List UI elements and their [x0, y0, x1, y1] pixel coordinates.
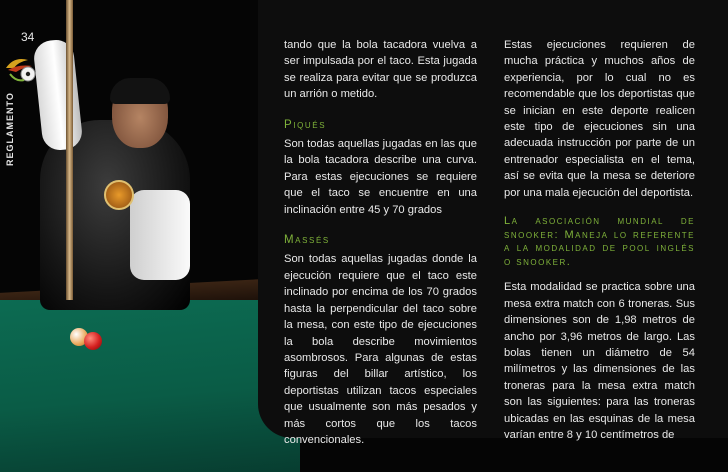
text-column-left: [284, 37, 477, 448]
federation-logo-icon: [4, 52, 38, 86]
paragraph-piques: Son todas aquellas jugadas en las que la bola tacadora describe una curva. Para estas ejecuciones se requiere que el taco se encuentre en una inclinación entre 45 y 70 grados: [284, 138, 477, 216]
player-arm: [32, 38, 83, 152]
paragraph-ejecuciones: Estas ejecuciones requieren de mucha práctica y muchos años de experiencia, por lo cual no es recomendable que los deportistas que se inician en este deporte realicen este tipo de ejecuciones sin una adecuada instrucción por parte de un entrenador especialista en el tema, así se evita que la mesa se deteriore por una mala ejecución del deportista.: [504, 39, 695, 199]
vest-badge: [104, 180, 134, 210]
text-column-right: [504, 37, 695, 444]
heading-masses: Massés: [284, 234, 330, 247]
page-number: 34: [21, 30, 35, 44]
paragraph-mesa-extra-match: Esta modalidad se practica sobre una mesa extra match con 6 troneras. Sus dimensiones son de 1,98 metros de ancho por 3,96 metros de largo. Las bolas tienen un diámetro de 54 milímetros y las dimensiones de las troneras para la mesa extra match son las siguientes: para las troneras ubicadas en las esquinas de la mesa varían entre 8 y 10 centímetros de: [504, 281, 695, 442]
paragraph-intro: tando que la bola tacadora vuelva a ser impulsada por el taco. Esta jugada se realiza para evitar que se produzca un arrión o metido.: [284, 39, 477, 101]
cue-stick: [66, 0, 73, 300]
heading-asociacion-snooker: La asociación mundial de snooker: Maneja lo referente a la modalidad de pool inglés o snooker.: [504, 215, 695, 268]
red-ball: [84, 332, 102, 350]
player-hair: [110, 78, 170, 104]
billiard-table-felt: [0, 300, 300, 472]
heading-piques: Piqués: [284, 118, 327, 131]
paragraph-masses: Son todas aquellas jugadas donde la ejecución requiere que el taco este inclinado por encima de los 70 grados hasta la perpendicular del taco sobre la mesa, con este tipo de ejecuciones la bola describe movimientos asombrosos. Para algunas de estas figuras del billar artístico, los deportistas utilizan tacos especiales que usualmente son más pesados y más cortos que los tacos convencionales.: [284, 253, 477, 446]
section-label: REGLAMENTO: [5, 92, 15, 166]
player-sleeve: [130, 190, 190, 280]
